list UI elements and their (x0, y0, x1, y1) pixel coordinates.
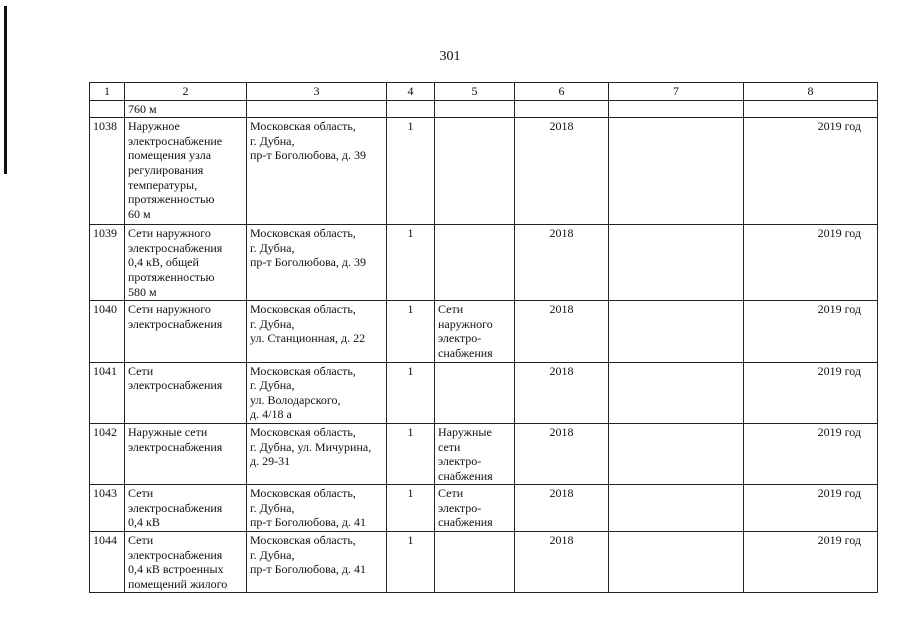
cell-col7 (609, 301, 744, 362)
cell-year: 2018 (515, 532, 609, 593)
cell-period (744, 100, 878, 118)
cell-col7 (609, 485, 744, 532)
table-row (90, 485, 878, 532)
cell-num: 1043 (90, 485, 125, 532)
page-number: 301 (439, 49, 461, 64)
cell-qty: 1 (387, 485, 435, 532)
cell-address: Московская область, г. Дубна, пр-т Боголюбова, д. 39 (247, 225, 387, 301)
cell-col5 (435, 100, 515, 118)
table-row (90, 118, 878, 225)
registry-table (89, 82, 878, 593)
cell-year: 2018 (515, 362, 609, 423)
cell-num: 1039 (90, 225, 125, 301)
cell-period: 2019 год (744, 301, 878, 362)
column-header: 4 (387, 83, 435, 101)
cell-name: Наружное электроснабжение помещения узла регулирования температуры, протяженностью 60 м (125, 118, 247, 225)
margin-bar (4, 6, 7, 174)
cell-address: Московская область, г. Дубна, пр-т Боголюбова, д. 39 (247, 118, 387, 225)
cell-qty: 1 (387, 225, 435, 301)
table-row-continuation (90, 100, 878, 118)
cell-name: Сети электроснабжения (125, 362, 247, 423)
cell-num: 1040 (90, 301, 125, 362)
cell-qty: 1 (387, 118, 435, 225)
cell-col5 (435, 225, 515, 301)
cell-address: Московская область, г. Дубна, пр-т Боголюбова, д. 41 (247, 485, 387, 532)
cell-col7 (609, 423, 744, 484)
cell-name: Сети электроснабжения 0,4 кВ (125, 485, 247, 532)
cell-num: 1038 (90, 118, 125, 225)
cell-address: Московская область, г. Дубна, ул. Станционная, д. 22 (247, 301, 387, 362)
table-row (90, 423, 878, 484)
cell-year: 2018 (515, 118, 609, 225)
cell-col5: Сети наружного электро- снабжения (435, 301, 515, 362)
cell-name: 760 м (125, 100, 247, 118)
cell-year: 2018 (515, 225, 609, 301)
column-header: 6 (515, 83, 609, 101)
cell-qty: 1 (387, 532, 435, 593)
cell-period: 2019 год (744, 485, 878, 532)
cell-period: 2019 год (744, 118, 878, 225)
cell-name: Сети наружного электроснабжения 0,4 кВ, общей протяженностью 580 м (125, 225, 247, 301)
cell-col5: Наружные сети электро- снабжения (435, 423, 515, 484)
cell-address: Московская область, г. Дубна, ул. Володарского, д. 4/18 а (247, 362, 387, 423)
table-row (90, 362, 878, 423)
cell-address: Московская область, г. Дубна, пр-т Боголюбова, д. 41 (247, 532, 387, 593)
table-row (90, 532, 878, 593)
cell-name: Наружные сети электроснабжения (125, 423, 247, 484)
cell-year: 2018 (515, 301, 609, 362)
cell-col5 (435, 532, 515, 593)
cell-num: 1042 (90, 423, 125, 484)
cell-num: 1041 (90, 362, 125, 423)
cell-col7 (609, 225, 744, 301)
cell-name: Сети электроснабжения 0,4 кВ встроенных помещений жилого (125, 532, 247, 593)
table-row (90, 301, 878, 362)
cell-qty: 1 (387, 362, 435, 423)
cell-qty: 1 (387, 301, 435, 362)
cell-col7 (609, 118, 744, 225)
cell-num (90, 100, 125, 118)
column-header: 3 (247, 83, 387, 101)
cell-qty: 1 (387, 423, 435, 484)
table-row (90, 225, 878, 301)
cell-qty (387, 100, 435, 118)
column-header: 8 (744, 83, 878, 101)
column-header: 5 (435, 83, 515, 101)
column-header: 1 (90, 83, 125, 101)
cell-address (247, 100, 387, 118)
cell-name: Сети наружного электроснабжения (125, 301, 247, 362)
cell-col7 (609, 532, 744, 593)
cell-period: 2019 год (744, 225, 878, 301)
cell-col7 (609, 362, 744, 423)
cell-col5 (435, 362, 515, 423)
column-header: 2 (125, 83, 247, 101)
header-row (90, 83, 878, 101)
cell-period: 2019 год (744, 423, 878, 484)
cell-col5: Сети электро- снабжения (435, 485, 515, 532)
cell-period: 2019 год (744, 532, 878, 593)
cell-num: 1044 (90, 532, 125, 593)
cell-col7 (609, 100, 744, 118)
cell-year (515, 100, 609, 118)
cell-year: 2018 (515, 485, 609, 532)
cell-col5 (435, 118, 515, 225)
cell-period: 2019 год (744, 362, 878, 423)
column-header: 7 (609, 83, 744, 101)
cell-year: 2018 (515, 423, 609, 484)
cell-address: Московская область, г. Дубна, ул. Мичурина, д. 29-31 (247, 423, 387, 484)
